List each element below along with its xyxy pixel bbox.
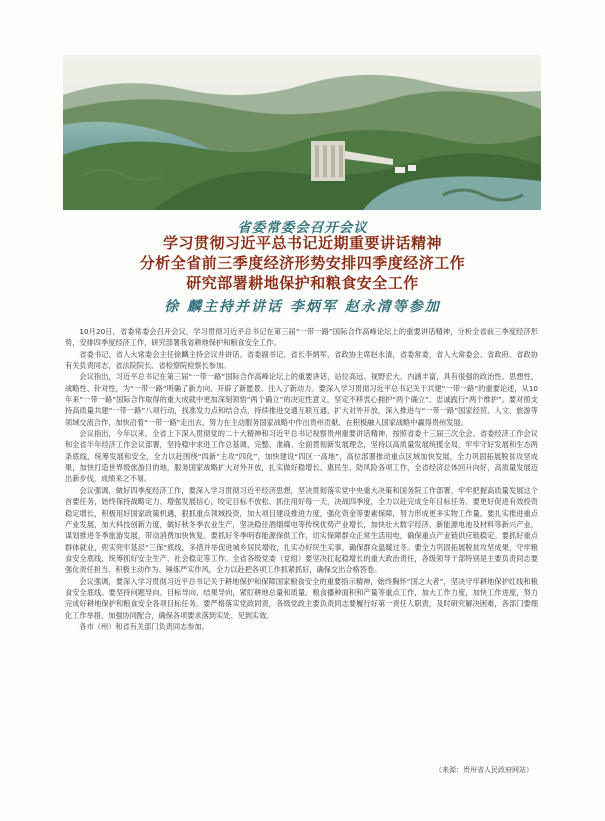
article-paragraph: 10月20日，省委常委会召开会议，学习贯彻习近平总书记在第三届“一带一路”国际合作高峰论坛上的重要讲话精神，分析全省前三季度经济形势，安排四季度经济工作，研究部署我省耕地保护和粮食安全工作。: [65, 327, 538, 348]
headline-line-3: 研究部署耕地保护和粮食安全工作: [186, 274, 419, 292]
article-paragraph: 会议指出，习近平总书记在第三届“一带一路”国际合作高峰论坛上的重要讲话，站位高远、视野宏大、内涵丰富，具有很强的政治性、思想性、战略性、针对性，为“一带一路”明确了新方向、开辟了新愿景、注入了新动力。要深入学习贯彻习近平总书记关于共建“一带一路”的重要论述，从10年来“一带一路”国际合作取得的重大成就中更加深刻领悟“两个确立”的决定性意义，坚定不移衷心拥护“两个确立”、忠诚践行“两个维护”。要对照支持高质量共建“一带一路”八项行动，找准发力点和结合点，持续推进交通互联互通，扩大对外开放，深入推进与“一带一路”国家经贸、人文、旅游等领域交流合作，加快沿着“一带一路”走出去，努力在主动服务国家战略中作出贵州贡献、在积极融入国家战略中赢得贵州发展。: [65, 372, 538, 427]
headline-line-1: 学习贯彻习近平总书记近期重要讲话精神: [162, 234, 442, 252]
source-credit: （来源：贵州省人民政府网站）: [435, 766, 533, 774]
article-paragraph: 省委书记、省人大常委会主任徐麟主持会议并讲话。省委副书记、省长李炳军，省政协主席赵永清，省委常委，省人大常委会、省政府、省政协有关负责同志，省法院院长、省检察院检察长参加。: [65, 349, 538, 371]
byline: 徐 麟主持并讲话 李炳军 赵永清等参加: [164, 299, 441, 315]
article-body: [65, 326, 538, 632]
kicker: 省委常委会召开会议: [237, 220, 368, 236]
article-paragraph: 会议强调，要深入学习贯彻习近平总书记关于耕地保护和保障国家粮食安全的重要指示精神，始终胸怀“国之大者”，坚决守牢耕地保护红线和粮食安全底线。要坚持问题导向、目标导向、结果导向，紧盯耕地总量和质量、粮食播种面积和产量等重点工作，加大工作力度，加快工作进度，努力完成好耕地保护和粮食安全各项目标任务。要严格落实党政同责，各级党政主要负责同志要履行好第一责任人职责，及时研究解决困难，各部门要细化工作举措，加强协同配合，确保各项要求落到实处、见到实效。: [65, 576, 538, 620]
hero-photo-graphic: [63, 55, 541, 210]
article-paragraph: 会议强调，做好四季度经济工作，要深入学习贯彻习近平经济思想，坚决贯彻落实党中央重大决策和国务院工作部署，牢牢把握高质量发展这个首要任务，始终保持战略定力、增强发展信心，咬定目标不放松、抓住用好每一天，决战四季度，全力以赴完成全年目标任务。要更好促进有效投资稳定增长，积极用好国家政策机遇，狠抓重点领域投资，加大项目建设推进力度，强化资金等要素保障，努力形成更多实物工作量。要扎实推进重点产业发展，加大科技创新力度，做好秋冬季农业生产，坚决稳住酒烟煤电等传统优势产业增长，加快壮大数字经济、新能源电池及材料等新兴产业，谋划推进冬季旅游发展，带动消费加快恢复。要抓好冬季明春能源保供工作，切实保障群众正常生活用电，确保重点产业链供应链稳定。要抓好重点群体就业，兜实兜牢基层“三保”底线，多措并举促进城乡居民增收，扎实办好民生实事，确保群众温暖过冬。要全力巩固拓展脱贫攻坚成果，守牢粮食安全底线，统筹抓好安全生产、社会稳定等工作。全省各级党委（党组）要坚决扛起稳增长的重大政治责任，各级领导干部特别是主要负责同志要强化责任担当、积极主动作为、锤炼严实作风，全力以赴把各项工作抓紧抓好，确保交出合格答卷。: [65, 485, 538, 575]
headline-line-2: 分析全省前三季度经济形势安排四季度经济工作: [139, 254, 466, 272]
article-paragraph: 会议指出，今年以来，全省上下深入贯彻党的二十大精神和习近平总书记视察贵州重要讲话精神，按照省委十三届三次全会、省委经济工作会议和全省半年经济工作会议部署，坚持稳中求进工作总基调，完整、准确、全面贯彻新发展理念，坚持以高质量发展统揽全局，牢牢守好发展和生态两条底线，统筹发展和安全，全力以赴围绕“四新”主攻“四化”，加快建设“四区一高地”，高位部署推动重点区域加快发展，全力巩固拓展脱贫攻坚成果，加快打造世界级旅游目的地，服务国家战略扩大对外开放，扎实做好稳增长、惠民生、防风险各项工作，全省经济总体回升向好，高质量发展迈出新步伐，成绩来之不易。: [65, 429, 538, 484]
hero-photo-dam-valley: [63, 55, 541, 210]
article-paragraph: 各市（州）和省有关部门负责同志参加。: [79, 621, 209, 631]
